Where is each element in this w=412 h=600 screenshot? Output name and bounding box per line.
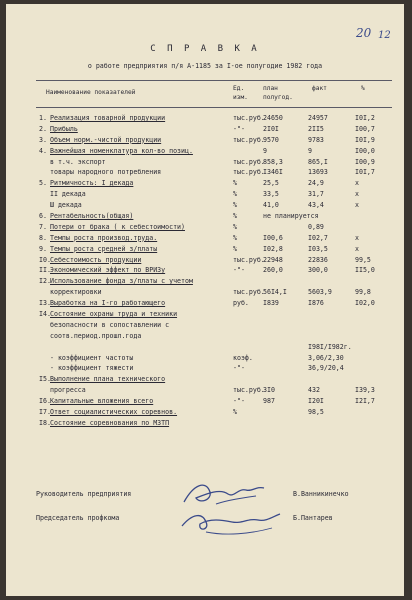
row-indicator: Рентабельность(общая)	[50, 212, 134, 221]
row-number: I2.	[39, 277, 51, 286]
row-indicator: Объем норм.-чистой продукции	[50, 135, 162, 144]
document-page	[6, 4, 404, 596]
row-number: I3.	[39, 299, 51, 308]
row-number: 5.	[39, 179, 47, 188]
row-percent: I0I,7	[355, 168, 375, 177]
row-percent: I00,0	[355, 146, 375, 155]
row-percent: I0I,2	[355, 114, 375, 122]
row-indicator: в т.ч. экспорт	[50, 157, 106, 166]
row-indicator: II декада	[50, 190, 86, 199]
row-indicator: Состояние охраны труда и техники	[50, 310, 178, 319]
row-number: 4.	[39, 146, 47, 155]
row-indicator: Капитальные вложения всего	[50, 397, 154, 406]
column-header-fact: факт	[312, 85, 327, 92]
table-row	[6, 190, 404, 201]
row-plan: 41,0	[263, 201, 279, 210]
table-row	[6, 136, 404, 147]
unit-header-line2: изм.	[233, 94, 248, 101]
row-fact: 98,5	[308, 408, 324, 417]
table-row	[6, 223, 404, 234]
row-number: I4.	[39, 310, 51, 319]
row-plan: 260,0	[263, 266, 283, 275]
row-plan: 25,5	[263, 179, 279, 188]
row-fact: 0,89	[308, 222, 324, 231]
page-number-secondary: 12	[378, 30, 391, 41]
row-fact: 13693	[308, 168, 328, 177]
row-plan: не планируется	[263, 212, 319, 221]
table-row	[6, 256, 404, 267]
row-indicator: Ш декада	[50, 201, 82, 210]
row-indicator: - коэффициент частоты	[50, 353, 134, 362]
column-header-plan	[263, 84, 293, 102]
column-header-name: Наименование показателей	[46, 89, 136, 96]
document-subtitle: о работе предприятия п/я А-1185 за I-ое полугодие 1982 года	[87, 62, 323, 70]
row-plan: 3I0	[263, 386, 275, 395]
table-row	[6, 245, 404, 256]
row-plan: I346I	[263, 168, 283, 177]
row-unit: %	[233, 233, 237, 242]
row-unit: %	[233, 179, 237, 188]
row-number: 7.	[39, 222, 47, 231]
row-number: 2.	[39, 124, 47, 133]
row-unit: тыс.руб.	[233, 168, 265, 177]
row-percent: I00,9	[355, 157, 375, 166]
row-fact: 22836	[308, 255, 328, 264]
table-row	[6, 299, 404, 310]
row-indicator: Выработка на I-го работающего	[50, 299, 166, 308]
row-plan: 22948	[263, 255, 283, 264]
row-indicator: соотв.период.прошл.года	[50, 331, 142, 340]
header-top-rule	[36, 80, 392, 81]
row-indicator: безопасности в сопоставлении с	[50, 320, 170, 329]
table-row	[6, 158, 404, 169]
director-title: Руководитель предприятия	[36, 490, 132, 498]
table-row	[6, 375, 404, 386]
plan-header-line2: полугод.	[263, 94, 293, 101]
row-indicator: Реализация товарной продукции	[50, 114, 166, 122]
row-plan: 33,5	[263, 190, 279, 199]
table-row	[6, 419, 404, 430]
row-fact: 865,I	[308, 157, 328, 166]
handwritten-signatures	[176, 474, 286, 544]
row-indicator: корректировки	[50, 288, 102, 297]
page-number: 20	[356, 26, 372, 40]
row-unit: %	[233, 244, 237, 253]
row-percent: x	[355, 233, 359, 242]
table-row	[6, 288, 404, 299]
table-row	[6, 310, 404, 321]
row-indicator: Ответ социалистических соревнов.	[50, 408, 178, 417]
table-row	[6, 332, 404, 343]
row-unit: тыс.руб.	[233, 135, 265, 144]
row-percent: II5,0	[355, 266, 375, 275]
row-plan: 9	[263, 146, 267, 155]
row-percent: x	[355, 190, 359, 199]
row-fact: 24,9	[308, 179, 324, 188]
row-unit: -"-	[233, 124, 245, 133]
row-percent: x	[355, 244, 359, 253]
row-number: 9.	[39, 244, 47, 253]
row-fact: 5603,9	[308, 288, 332, 297]
row-indicator: Себестоимость продукции	[50, 255, 142, 264]
column-header-unit	[233, 84, 248, 102]
row-unit: тыс.руб.	[233, 288, 265, 297]
row-unit: %	[233, 408, 237, 417]
row-percent: x	[355, 179, 359, 188]
row-fact: 31,7	[308, 190, 324, 199]
table-row	[6, 125, 404, 136]
table-row	[6, 343, 404, 354]
row-indicator: прогресса	[50, 386, 86, 395]
row-unit: руб.	[233, 299, 249, 308]
row-fact: 24957	[308, 114, 328, 122]
row-fact: I20I	[308, 397, 324, 406]
document-title: С П Р А В К А	[150, 44, 260, 54]
row-number: I7.	[39, 408, 51, 417]
row-unit: %	[233, 212, 237, 221]
column-header-pct: %	[361, 85, 365, 92]
row-unit: коэф.	[233, 353, 253, 362]
row-plan: I02,8	[263, 244, 283, 253]
table-row	[6, 234, 404, 245]
row-fact: I03,5	[308, 244, 328, 253]
table-row	[6, 408, 404, 419]
row-number: 6.	[39, 212, 47, 221]
row-plan: 56I4,I	[263, 288, 287, 297]
row-percent: I2I,7	[355, 397, 375, 406]
row-unit: тыс.руб.	[233, 255, 265, 264]
row-unit: тыс.руб.	[233, 114, 265, 122]
row-indicator: - коэффициент тяжести	[50, 364, 134, 373]
table-row	[6, 212, 404, 223]
row-number: I0.	[39, 255, 51, 264]
table-row	[6, 179, 404, 190]
row-fact: I876	[308, 299, 324, 308]
row-plan: 858,3	[263, 157, 283, 166]
row-percent: x	[355, 201, 359, 210]
row-number: I5.	[39, 375, 51, 384]
row-fact: 2II5	[308, 124, 324, 133]
row-indicator: товары народного потребления	[50, 168, 162, 177]
table-row	[6, 114, 404, 125]
row-fact: 43,4	[308, 201, 324, 210]
row-indicator: Темпы роста производ.труда.	[50, 233, 158, 242]
row-plan: I839	[263, 299, 279, 308]
row-unit: тыс.руб.	[233, 157, 265, 166]
row-plan: 24650	[263, 114, 283, 122]
row-fact: 3,06/2,30	[308, 353, 344, 362]
table-row	[6, 266, 404, 277]
table-row	[6, 321, 404, 332]
row-plan: I00,6	[263, 233, 283, 242]
row-plan: 987	[263, 397, 275, 406]
row-number: 1.	[39, 114, 47, 122]
row-percent: I02,0	[355, 299, 375, 308]
table-row	[6, 386, 404, 397]
row-fact: I98I/I982г.	[308, 342, 352, 351]
row-indicator: Важнейшая номенклатура кол-во позиц.	[50, 146, 193, 155]
table-row	[6, 277, 404, 288]
row-unit: тыс.руб.	[233, 386, 265, 395]
row-number: 3.	[39, 135, 47, 144]
plan-header-line1: план	[263, 85, 278, 92]
row-percent: 99,8	[355, 288, 371, 297]
row-unit: -"-	[233, 364, 245, 373]
row-number: I8.	[39, 418, 51, 427]
row-fact: 9783	[308, 135, 324, 144]
row-fact: 9	[308, 146, 312, 155]
row-percent: I0I,9	[355, 135, 375, 144]
row-number: II.	[39, 266, 51, 275]
row-percent: I39,3	[355, 386, 375, 395]
row-number: I6.	[39, 397, 51, 406]
row-unit: -"-	[233, 266, 245, 275]
row-fact: I02,7	[308, 233, 328, 242]
row-indicator: Использование фонда з/платы с учетом	[50, 277, 193, 286]
row-percent: 99,5	[355, 255, 371, 264]
table-row	[6, 397, 404, 408]
row-number: 8.	[39, 233, 47, 242]
row-fact: 36,9/20,4	[308, 364, 344, 373]
row-unit: %	[233, 201, 237, 210]
row-percent: I00,7	[355, 124, 375, 133]
union-title: Председатель профкома	[36, 514, 120, 522]
row-indicator: Выполнение плана технического	[50, 375, 166, 384]
row-indicator: Состояние соревнования по МЗТП	[50, 418, 170, 427]
table-row	[6, 354, 404, 365]
table-row	[6, 147, 404, 158]
row-unit: %	[233, 190, 237, 199]
row-indicator: Темпы роста средней з/платы	[50, 244, 158, 253]
report-table	[6, 114, 404, 430]
header-bottom-rule	[36, 107, 392, 108]
row-plan: 9570	[263, 135, 279, 144]
row-indicator: Экономический эффект по ВРИЗу	[50, 266, 166, 275]
row-fact: 300,0	[308, 266, 328, 275]
union-name: Б.Пантарев	[293, 514, 333, 522]
director-name: В.Ванникинечко	[293, 490, 349, 498]
table-row	[6, 168, 404, 179]
table-row	[6, 201, 404, 212]
row-indicator: Ритмичность: I декада	[50, 179, 134, 188]
table-row	[6, 364, 404, 375]
row-unit: %	[233, 222, 237, 231]
row-plan: 2I0I	[263, 124, 279, 133]
row-unit: -"-	[233, 397, 245, 406]
row-indicator: Потери от брака ( к себестоимости)	[50, 222, 185, 231]
row-indicator: Прибыль	[50, 124, 78, 133]
unit-header-line1: Ед.	[233, 85, 245, 92]
row-fact: 432	[308, 386, 320, 395]
